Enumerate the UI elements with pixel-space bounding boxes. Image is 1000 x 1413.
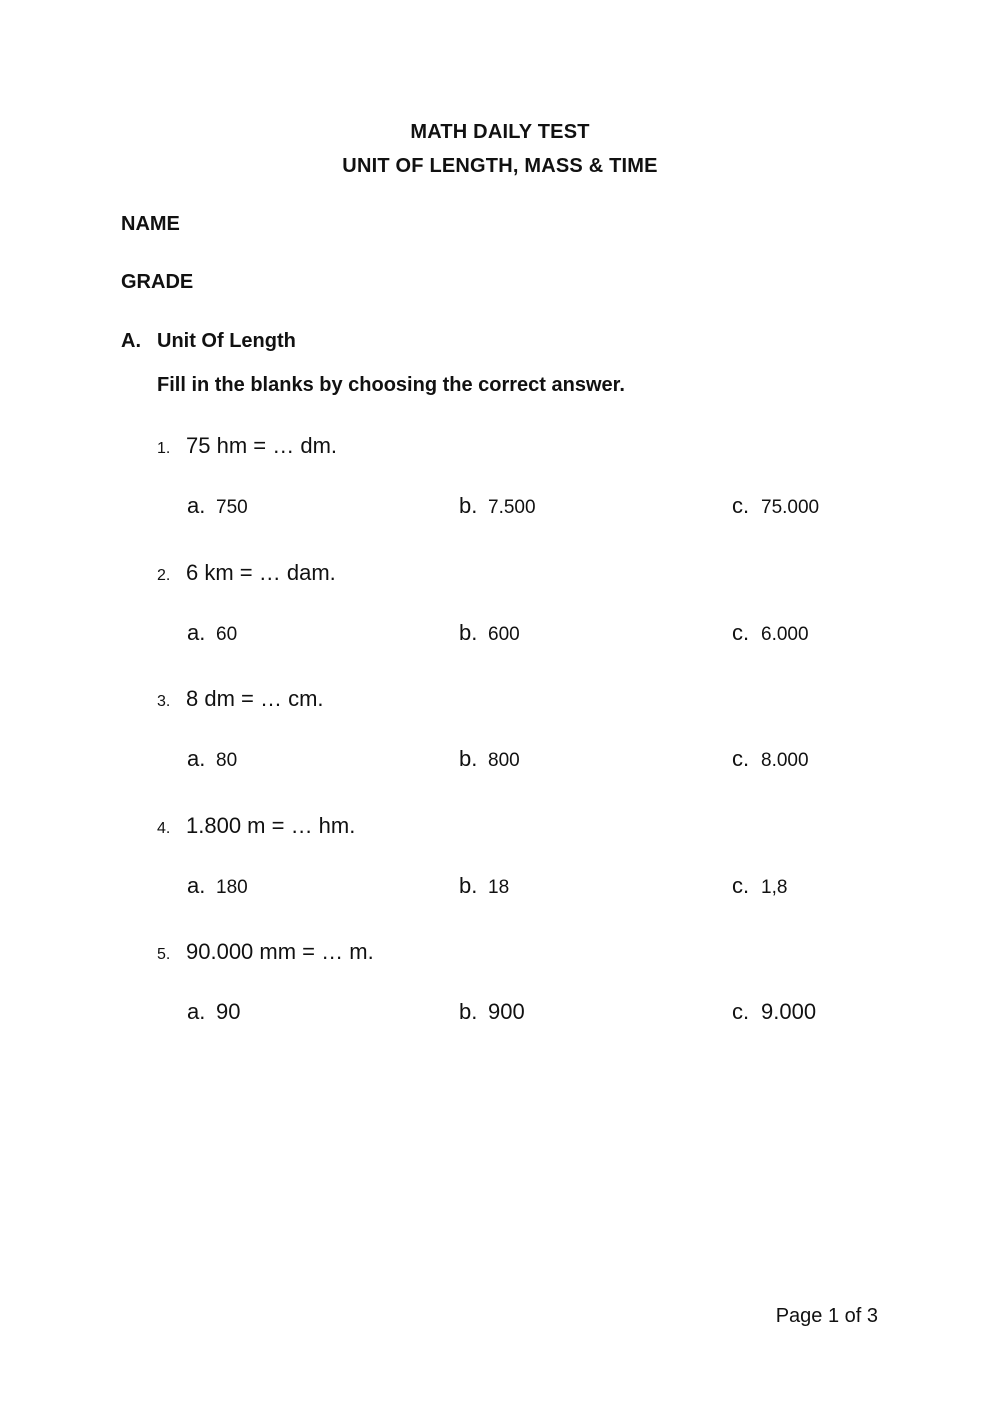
option-letter: c. xyxy=(732,620,750,645)
option-letter: a. xyxy=(187,620,206,645)
question-stem xyxy=(157,939,374,965)
option-c xyxy=(732,873,787,899)
option-a xyxy=(187,873,248,899)
option-c xyxy=(732,999,816,1025)
question-stem xyxy=(157,813,355,839)
question-number: 1. xyxy=(157,440,171,457)
test-subtitle: UNIT OF LENGTH, MASS & TIME xyxy=(342,155,658,177)
option-value: 90 xyxy=(216,999,241,1024)
question-text: 8 dm = … cm. xyxy=(186,686,324,711)
question-number: 5. xyxy=(157,946,171,963)
option-letter: b. xyxy=(459,493,478,518)
option-b xyxy=(459,873,509,899)
option-value: 180 xyxy=(216,877,248,898)
question-stem xyxy=(157,433,337,459)
option-letter: c. xyxy=(732,873,750,898)
question-number: 2. xyxy=(157,567,171,584)
option-b xyxy=(459,620,520,646)
option-b xyxy=(459,999,525,1025)
question-stem xyxy=(157,686,324,712)
option-value: 6.000 xyxy=(761,624,809,645)
option-c xyxy=(732,746,809,772)
option-value: 900 xyxy=(488,999,525,1024)
option-c xyxy=(732,620,809,646)
question-1 xyxy=(157,433,917,533)
question-stem xyxy=(157,560,336,586)
option-b xyxy=(459,493,536,519)
question-text: 75 hm = … dm. xyxy=(186,433,338,458)
name-label: NAME xyxy=(121,213,180,235)
option-value: 7.500 xyxy=(488,497,536,518)
question-text: 90.000 mm = … m. xyxy=(186,939,374,964)
section-letter: A. xyxy=(121,330,141,352)
question-number: 4. xyxy=(157,820,171,837)
option-letter: b. xyxy=(459,620,478,645)
grade-label: GRADE xyxy=(121,271,194,293)
question-3 xyxy=(157,686,917,786)
option-letter: a. xyxy=(187,746,206,771)
option-letter: b. xyxy=(459,873,478,898)
option-value: 600 xyxy=(488,624,520,645)
test-title: MATH DAILY TEST xyxy=(410,121,590,143)
option-a xyxy=(187,999,240,1025)
option-value: 750 xyxy=(216,497,248,518)
option-letter: a. xyxy=(187,999,206,1024)
question-4 xyxy=(157,813,917,913)
option-letter: c. xyxy=(732,746,750,771)
option-value: 80 xyxy=(216,750,238,771)
option-value: 9.000 xyxy=(761,999,817,1024)
section-title: Unit Of Length xyxy=(157,330,296,352)
option-a xyxy=(187,493,248,519)
question-text: 1.800 m = … hm. xyxy=(186,813,356,838)
option-a xyxy=(187,746,237,772)
option-letter: a. xyxy=(187,493,206,518)
instruction-text: Fill in the blanks by choosing the correct answer. xyxy=(157,374,625,396)
page-number: Page 1 of 3 xyxy=(775,1305,878,1327)
section-heading xyxy=(121,330,296,353)
question-5 xyxy=(157,939,917,1039)
option-value: 1,8 xyxy=(761,877,788,898)
option-value: 8.000 xyxy=(761,750,809,771)
option-letter: a. xyxy=(187,873,206,898)
question-2 xyxy=(157,560,917,660)
option-value: 18 xyxy=(488,877,510,898)
option-letter: b. xyxy=(459,746,478,771)
option-a xyxy=(187,620,237,646)
question-number: 3. xyxy=(157,693,171,710)
option-value: 75.000 xyxy=(761,497,820,518)
option-b xyxy=(459,746,520,772)
question-text: 6 km = … dam. xyxy=(186,560,336,585)
option-letter: c. xyxy=(732,493,750,518)
option-letter: b. xyxy=(459,999,478,1024)
option-value: 800 xyxy=(488,750,520,771)
option-letter: c. xyxy=(732,999,750,1024)
option-c xyxy=(732,493,819,519)
option-value: 60 xyxy=(216,624,238,645)
